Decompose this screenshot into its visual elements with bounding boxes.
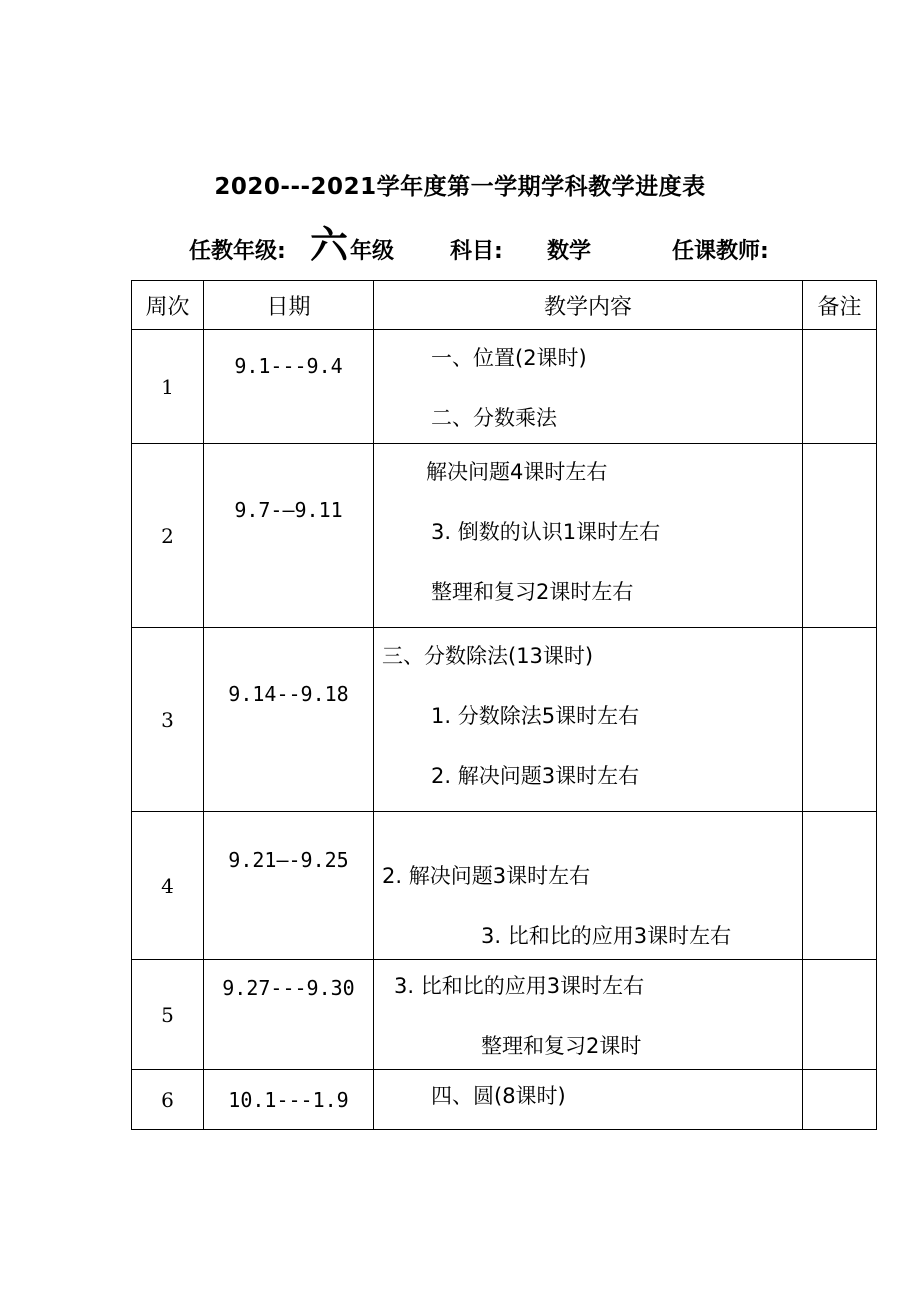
content-line: 3. 比和比的应用3课时左右: [481, 924, 732, 948]
table-row: [132, 330, 877, 444]
teacher-label: 任课教师:: [672, 239, 769, 264]
content-cell: [374, 330, 803, 444]
table-header-row: [132, 281, 877, 330]
content-line: 四、圆(8课时): [431, 1084, 566, 1108]
notes-cell: [803, 628, 877, 812]
content-line: 解决问题4课时左右: [426, 460, 608, 484]
content-line: 1. 分数除法5课时左右: [431, 704, 640, 728]
content-cell: [374, 812, 803, 960]
content-cell: [374, 628, 803, 812]
table-row: [132, 1070, 877, 1130]
content-cell: [374, 444, 803, 628]
table-row: [132, 812, 877, 960]
week-cell: 5: [132, 960, 204, 1070]
date-cell: [204, 812, 374, 960]
content-line: 2. 解决问题3课时左右: [382, 864, 591, 888]
week-cell: 3: [132, 628, 204, 812]
table-row: [132, 628, 877, 812]
header-content: 教学内容: [374, 281, 803, 330]
date-text: 9.14--9.18: [228, 682, 349, 706]
content-line: 二、分数乘法: [431, 406, 557, 430]
header-date: 日期: [204, 281, 374, 330]
week-cell: 4: [132, 812, 204, 960]
date-cell: [204, 330, 374, 444]
date-text: 9.7-—9.11: [234, 498, 343, 522]
week-cell: 6: [132, 1070, 204, 1130]
date-text: 9.27---9.30: [222, 976, 355, 1000]
notes-cell: [803, 330, 877, 444]
date-cell: [204, 628, 374, 812]
table-row: [132, 960, 877, 1070]
page-title: 2020---2021学年度第一学期学科教学进度表: [214, 174, 706, 200]
meta-line: [0, 222, 920, 272]
header-week: 周次: [132, 281, 204, 330]
content-cell: [374, 960, 803, 1070]
content-line: 整理和复习2课时: [481, 1034, 642, 1058]
content-line: 3. 比和比的应用3课时左右: [394, 974, 645, 998]
date-text: 9.1---9.4: [234, 354, 343, 378]
week-cell: 2: [132, 444, 204, 628]
notes-cell: [803, 1070, 877, 1130]
grade-suffix: 年级: [350, 239, 395, 264]
content-line: 2. 解决问题3课时左右: [431, 764, 640, 788]
date-text: 10.1---1.9: [228, 1087, 349, 1112]
content-line: 整理和复习2课时左右: [431, 580, 634, 604]
content-line: 一、位置(2课时): [431, 346, 587, 370]
schedule-table: [131, 280, 877, 1130]
table-row: [132, 444, 877, 628]
content-line: 3. 倒数的认识1课时左右: [431, 520, 661, 544]
notes-cell: [803, 444, 877, 628]
notes-cell: [803, 812, 877, 960]
notes-cell: [803, 960, 877, 1070]
subject-label: 科目:: [450, 239, 503, 264]
date-cell: [204, 1070, 374, 1130]
content-cell: [374, 1070, 803, 1130]
grade-value: 六: [310, 223, 349, 267]
content-line: 三、分数除法(13课时): [382, 644, 594, 668]
date-text: 9.21—-9.25: [228, 848, 349, 872]
week-cell: 1: [132, 330, 204, 444]
header-notes: 备注: [803, 281, 877, 330]
grade-label: 任教年级:: [189, 239, 286, 264]
date-cell: [204, 444, 374, 628]
date-cell: [204, 960, 374, 1070]
subject-value: 数学: [547, 239, 592, 264]
